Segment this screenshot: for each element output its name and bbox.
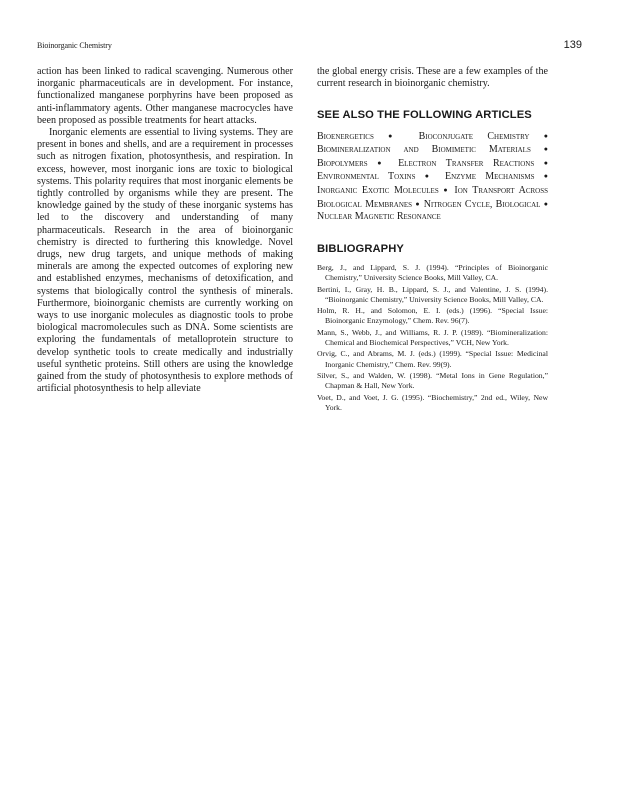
see-also-item: Ion Transport Across Biological Membranes <box>317 184 549 210</box>
see-also-item: Electron Transfer Reactions <box>398 157 535 169</box>
bibliography-entry: Berg, J., and Lippard, S. J. (1994). “Principles of Bioinorganic Chemistry,” University Science Books, Mill Valley, CA. <box>317 262 548 283</box>
bullet-separator: ● <box>543 172 549 181</box>
page-number: 139 <box>563 39 582 51</box>
right-column <box>317 66 548 414</box>
bullet-separator: ● <box>543 145 549 154</box>
bullet-separator: ● <box>424 172 436 181</box>
bibliography-entry: Silver, S., and Walden, W. (1998). “Metal Ions in Gene Regulation,” Chapman & Hall, New York. <box>317 370 548 391</box>
running-title: Bioinorganic Chemistry <box>37 41 112 50</box>
bullet-separator: ● <box>388 131 405 140</box>
bibliography-entry: Orvig, C., and Abrams, M. J. (eds.) (1999). “Special Issue: Medicinal Inorganic Chemistry,” Chem. Rev. 99(9). <box>317 349 548 369</box>
running-header <box>37 41 582 55</box>
bibliography-heading: BIBLIOGRAPHY <box>317 242 404 255</box>
body-paragraph: the global energy crisis. These are a few examples of the current research in bioinorganic chemistry. <box>317 66 548 90</box>
see-also-item: Enzyme Mechanisms <box>444 171 535 183</box>
bullet-separator: ● <box>543 199 548 208</box>
see-also-heading: SEE ALSO THE FOLLOWING ARTICLES <box>317 109 532 122</box>
see-also-item: Bioconjugate Chemistry <box>418 130 530 142</box>
left-column <box>37 66 293 395</box>
bullet-separator: ● <box>543 158 549 167</box>
see-also-item: Biopolymers <box>317 157 368 169</box>
bibliography-list <box>317 263 548 413</box>
bullet-separator: ● <box>443 185 450 194</box>
bullet-separator: ● <box>415 199 421 208</box>
see-also-item: Inorganic Exotic Molecules <box>317 184 439 196</box>
bibliography-entry: Voet, D., and Voet, J. G. (1995). “Biochemistry,” 2nd ed., Wiley, New York. <box>317 392 548 412</box>
bibliography-entry: Mann, S., Webb, J., and Williams, R. J. P. (1989). “Biomineralization: Chemical and Biochemical Perspectives,” VCH, New York. <box>317 327 548 347</box>
see-also-item: Nitrogen Cycle, Biological <box>423 198 541 210</box>
body-paragraph: action has been linked to radical scavenging. Numerous other inorganic pharmaceuticals are in development. For instance, functionalized manganese porphyrins have been proposed as anti-inflammatory agents. Other manganese macrocycles have been proposed as possible treatments for heart attacks. <box>37 66 293 126</box>
bibliography-entry: Holm, R. H., and Solomon, E. I. (eds.) (1996). “Special Issue: Bioinorganic Enzymology,” Chem. Rev. 96(7). <box>317 306 548 326</box>
see-also-item: Environmental Toxins <box>317 171 416 183</box>
bullet-separator: ● <box>543 131 549 140</box>
see-also-item: Nuclear Magnetic Resonance <box>317 211 441 223</box>
bullet-separator: ● <box>377 158 389 167</box>
body-paragraph: Inorganic elements are essential to living systems. They are present in bones and shells, and are a requirement in processes such as nitrogen fixation, photosynthesis, and respiration. In excess, however, most inorganic ions are toxic to biological systems. This polarity requires that most inorganic elements be tightly controlled by organisms while they are present. The knowledge gained by the study of these inorganic systems has led to the discovery and understanding of many pharmaceuticals. Research in the area of bioinorganic chemistry is directed to furthering this knowledge. Novel drugs, new drug targets, and unique methods of making minerals are among the expected outcomes of exploring new and established enzymes, mechanisms of detoxification, and systems that biologically control the synthesis of minerals. Furthermore, bioinorganic chemists are currently working on ways to use inorganic molecules as diagnostic tools to probe biological macromolecules such as DNA. Some scientists are exploring the fundamentals of metalloprotein structure to develop synthetic tools to create medically and industrially useful synthetic proteins. Still others are using the knowledge gained from the study of photosynthesis to explore methods of artificial photosynthesis to help alleviate <box>37 127 293 395</box>
see-also-item: Biomineralization and Biomimetic Materials <box>317 144 531 156</box>
see-also-list <box>317 130 548 224</box>
see-also-item: Bioenergetics <box>317 130 374 142</box>
bibliography-entry: Bertini, I., Gray, H. B., Lippard, S. J., and Valentine, J. S. (1994). “Bioinorganic Chemistry,” University Science Books, Mill Valley, CA. <box>317 284 548 304</box>
